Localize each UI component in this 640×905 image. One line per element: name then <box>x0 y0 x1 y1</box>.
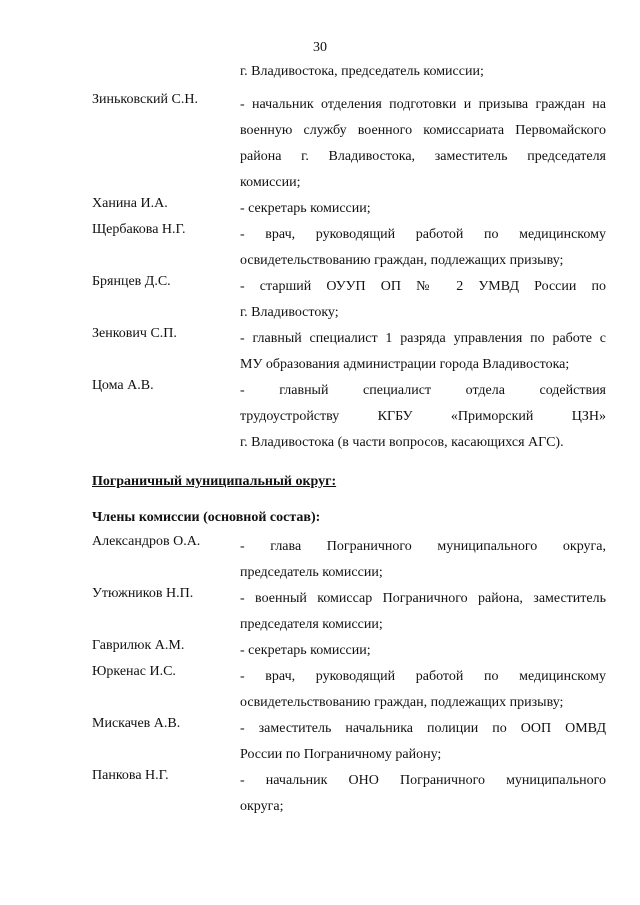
role-line: г. Владивостока (в части вопросов, касающихся АГС). <box>240 435 564 450</box>
role-line: округа; <box>240 799 284 814</box>
role-line: председателя комиссии; <box>240 617 383 632</box>
member-name: Цома А.В. <box>92 378 154 393</box>
member-role <box>240 196 606 222</box>
role-line: МУ образования администрации города Владивостока; <box>240 357 570 372</box>
role-line: - врач, руководящий работой по медицинскому <box>240 669 606 684</box>
member-role <box>240 326 606 378</box>
role-line: председатель комиссии; <box>240 565 383 580</box>
role-line: трудоустройству КГБУ «Приморский ЦЗН» <box>240 409 606 424</box>
member-role <box>240 92 606 196</box>
role-line: - секретарь комиссии; <box>240 643 371 658</box>
role-line: России по Пограничному району; <box>240 747 442 762</box>
member-name: Юркенас И.С. <box>92 664 176 679</box>
member-role <box>240 638 606 664</box>
member-name: Щербакова Н.Г. <box>92 222 186 237</box>
role-line: г. Владивостоку; <box>240 305 339 320</box>
member-name: Ханина И.А. <box>92 196 168 211</box>
role-line: - главный специалист 1 разряда управления по работе с <box>240 331 606 346</box>
role-line: освидетельствованию граждан, подлежащих призыву; <box>240 253 564 268</box>
continuation-text: г. Владивостока, председатель комиссии; <box>240 64 484 79</box>
member-name: Александров О.А. <box>92 534 201 549</box>
role-line: - глава Пограничного муниципального округа, <box>240 539 606 554</box>
section-subtitle: Члены комиссии (основной состав): <box>92 510 321 525</box>
role-line: освидетельствованию граждан, подлежащих призыву; <box>240 695 564 710</box>
role-line: района г. Владивостока, заместитель председателя <box>240 149 606 164</box>
role-line: - заместитель начальника полиции по ООП ОМВД <box>240 721 606 736</box>
role-line: - старший ОУУП ОП № 2 УМВД России по <box>240 279 606 294</box>
role-line: комиссии; <box>240 175 301 190</box>
role-line: - секретарь комиссии; <box>240 201 371 216</box>
role-line: - начальник отделения подготовки и призыва граждан на <box>240 97 606 112</box>
role-line: - военный комиссар Пограничного района, заместитель <box>240 591 606 606</box>
role-line: - начальник ОНО Пограничного муниципального <box>240 773 606 788</box>
member-role <box>240 768 606 820</box>
member-name: Мискачев А.В. <box>92 716 181 731</box>
member-name: Панкова Н.Г. <box>92 768 169 783</box>
member-role <box>240 586 606 638</box>
member-name: Гаврилюк А.М. <box>92 638 185 653</box>
member-role <box>240 664 606 716</box>
member-name: Зенкович С.П. <box>92 326 177 341</box>
role-line: военную службу военного комиссариата Первомайского <box>240 123 606 138</box>
page-number: 30 <box>313 40 327 55</box>
member-role <box>240 378 606 456</box>
member-name: Утюжников Н.П. <box>92 586 194 601</box>
member-role <box>240 222 606 274</box>
member-role <box>240 534 606 586</box>
member-role <box>240 274 606 326</box>
section-title: Пограничный муниципальный округ: <box>92 474 337 489</box>
member-name: Зиньковский С.Н. <box>92 92 198 107</box>
member-role <box>240 716 606 768</box>
role-line: - главный специалист отдела содействия <box>240 383 606 398</box>
member-name: Брянцев Д.С. <box>92 274 171 289</box>
role-line: - врач, руководящий работой по медицинскому <box>240 227 606 242</box>
